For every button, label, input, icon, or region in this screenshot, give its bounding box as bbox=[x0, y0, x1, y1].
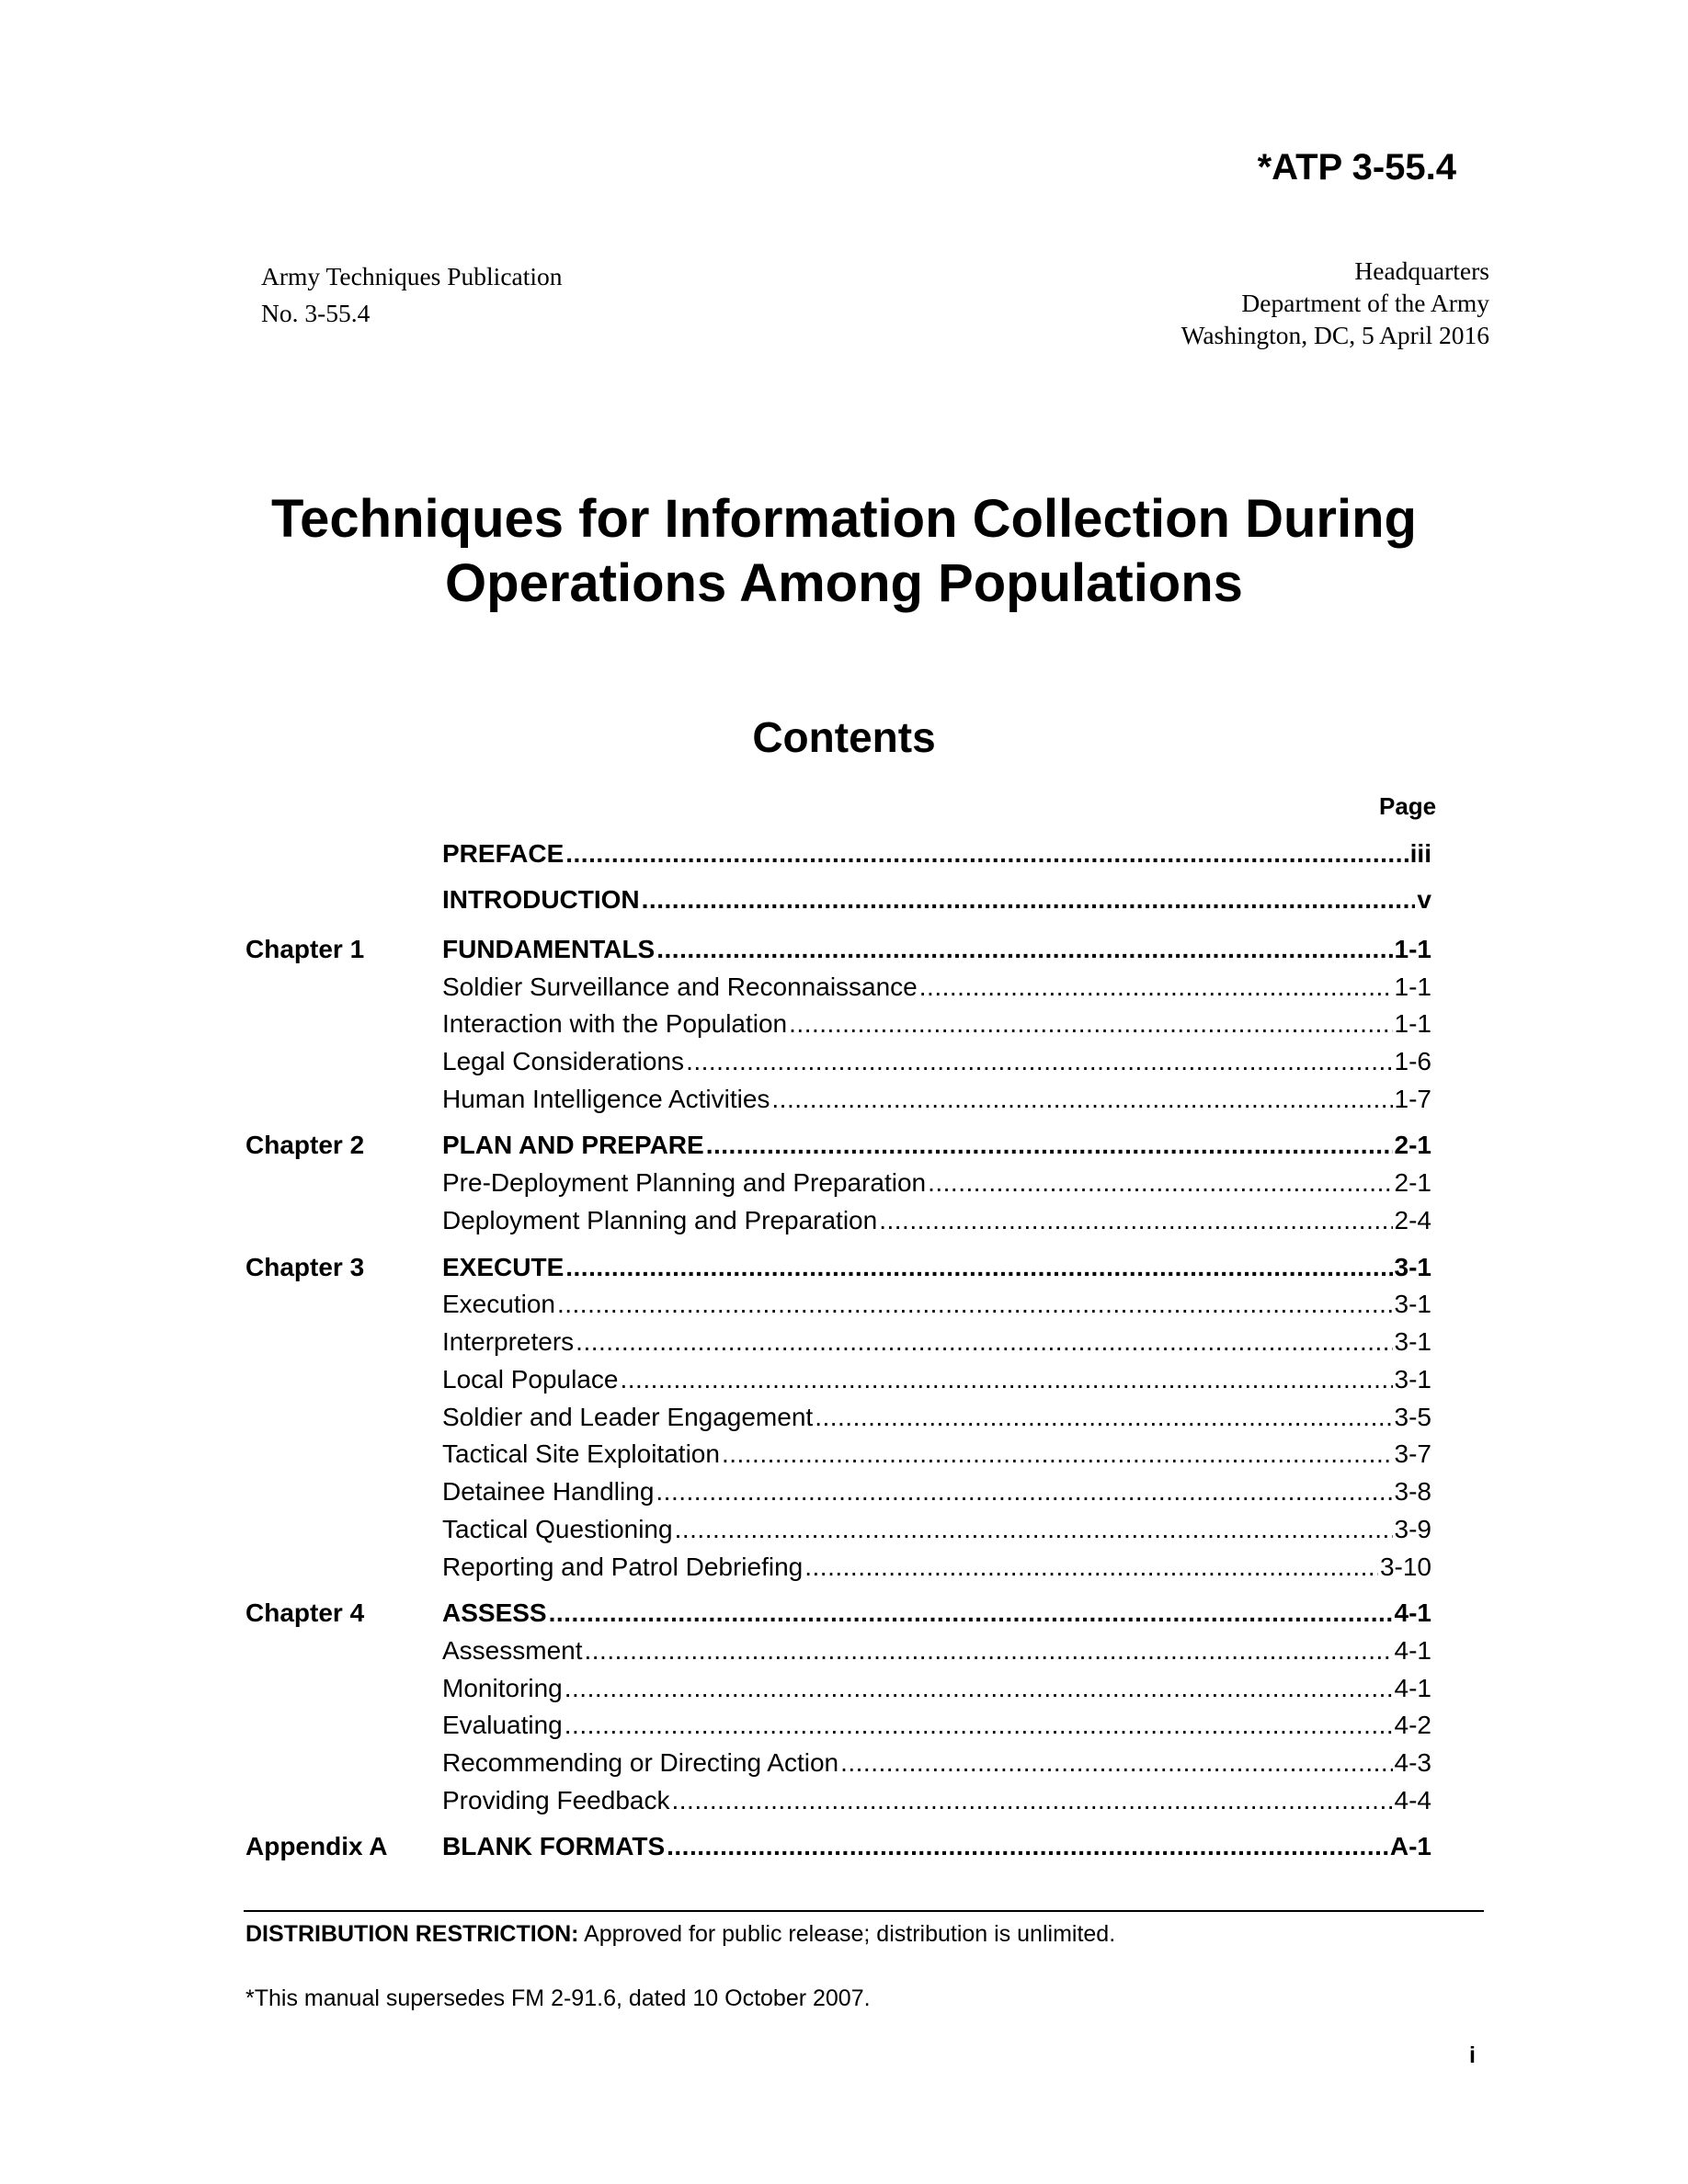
toc-row bbox=[245, 1361, 1431, 1398]
toc-entry-title: PREFACE bbox=[442, 839, 565, 868]
toc-entry-title: Tactical Site Exploitation bbox=[442, 1439, 720, 1468]
toc-page-number: A-1 bbox=[1389, 1832, 1431, 1860]
toc-dot-leader bbox=[667, 1828, 1388, 1865]
toc-page-number: 2-1 bbox=[1394, 1168, 1431, 1197]
toc-entry bbox=[442, 1249, 1431, 1286]
toc-entry bbox=[442, 1043, 1431, 1080]
toc-entry bbox=[442, 1632, 1431, 1669]
page-number: i bbox=[1469, 2042, 1476, 2068]
publication-type: Army Techniques Publication bbox=[261, 262, 563, 290]
toc-entry-title: PLAN AND PREPARE bbox=[442, 1131, 704, 1159]
toc-row bbox=[245, 1707, 1431, 1744]
toc-row bbox=[245, 1828, 1431, 1865]
toc-entry bbox=[442, 1595, 1431, 1632]
toc-page-number: 1-6 bbox=[1394, 1047, 1431, 1075]
toc-row bbox=[245, 836, 1431, 872]
headquarters-label: Headquarters bbox=[1354, 256, 1489, 285]
toc-row bbox=[245, 1473, 1431, 1510]
toc-page-number: 1-7 bbox=[1394, 1085, 1431, 1113]
toc-page-number: 2-4 bbox=[1394, 1206, 1431, 1234]
toc-entry bbox=[442, 1006, 1431, 1042]
toc-entry bbox=[442, 1202, 1431, 1239]
toc-row bbox=[245, 1006, 1431, 1042]
toc-entry-title: Detainee Handling bbox=[442, 1477, 655, 1506]
toc-dot-leader bbox=[928, 1165, 1392, 1201]
document-id: *ATP 3-55.4 bbox=[1257, 147, 1456, 188]
toc-row bbox=[245, 882, 1431, 918]
toc-dot-leader bbox=[642, 882, 1416, 918]
title-line-1: Techniques for Information Collection During bbox=[271, 489, 1417, 549]
toc-page-number: 3-1 bbox=[1394, 1365, 1431, 1393]
distribution-text: Approved for public release; distribution is unlimited. bbox=[578, 1921, 1116, 1947]
toc-entry bbox=[442, 1549, 1431, 1586]
toc-page-number: 3-9 bbox=[1394, 1515, 1431, 1543]
toc-entry bbox=[442, 1324, 1431, 1360]
toc-row bbox=[245, 1511, 1431, 1548]
toc-entry-title: Local Populace bbox=[442, 1365, 619, 1393]
publication-info bbox=[261, 258, 563, 332]
toc-entry-title: Providing Feedback bbox=[442, 1786, 670, 1814]
toc-page-number: 3-1 bbox=[1394, 1253, 1431, 1281]
toc-entry bbox=[442, 1745, 1431, 1781]
toc-entry bbox=[442, 836, 1431, 872]
distribution-label: DISTRIBUTION RESTRICTION: bbox=[245, 1921, 579, 1947]
toc-dot-leader bbox=[576, 1324, 1392, 1360]
toc-entry-title: Tactical Questioning bbox=[442, 1515, 673, 1543]
toc-row bbox=[245, 1595, 1431, 1632]
toc-dot-leader bbox=[804, 1549, 1378, 1586]
toc-dot-leader bbox=[565, 1670, 1393, 1707]
toc-entry-title: Interaction with the Population bbox=[442, 1009, 788, 1038]
toc-entry-title: Interpreters bbox=[442, 1327, 575, 1356]
toc-entry-title: Assessment bbox=[442, 1636, 583, 1665]
toc-entry-title: Execution bbox=[442, 1290, 555, 1318]
toc-entry-title: FUNDAMENTALS bbox=[442, 935, 656, 963]
contents-heading: Contents bbox=[752, 713, 936, 761]
toc-row bbox=[245, 1043, 1431, 1080]
toc-entry bbox=[442, 1286, 1431, 1323]
toc-entry bbox=[442, 1399, 1431, 1436]
toc-dot-leader bbox=[620, 1361, 1392, 1398]
toc-page-number: 3-1 bbox=[1394, 1327, 1431, 1356]
toc-entry-title: Recommending or Directing Action bbox=[442, 1748, 839, 1777]
toc-row bbox=[245, 1782, 1431, 1819]
toc-row bbox=[245, 1249, 1431, 1286]
toc-chapter-label: Chapter 4 bbox=[245, 1598, 365, 1627]
toc-dot-leader bbox=[656, 931, 1392, 968]
toc-entry-title: Soldier Surveillance and Reconnaissance bbox=[442, 973, 918, 1001]
toc-chapter-label: Chapter 3 bbox=[245, 1253, 365, 1281]
toc-dot-leader bbox=[815, 1399, 1392, 1436]
toc-row bbox=[245, 1549, 1431, 1586]
toc-entry bbox=[442, 1165, 1431, 1201]
toc-entry bbox=[442, 1081, 1431, 1118]
toc-entry bbox=[442, 1782, 1431, 1819]
toc-entry bbox=[442, 1127, 1431, 1164]
toc-entry bbox=[442, 1511, 1431, 1548]
page-column-label: Page bbox=[1379, 792, 1437, 820]
toc-entry-title: ASSESS bbox=[442, 1598, 547, 1627]
toc-entry-title: Evaluating bbox=[442, 1711, 563, 1739]
toc-entry bbox=[442, 1707, 1431, 1744]
toc-page-number: 3-8 bbox=[1394, 1477, 1431, 1506]
toc-dot-leader bbox=[549, 1595, 1393, 1632]
toc-dot-leader bbox=[879, 1202, 1392, 1239]
footer-divider bbox=[244, 1910, 1484, 1912]
toc-row bbox=[245, 1127, 1431, 1164]
toc-dot-leader bbox=[789, 1006, 1392, 1042]
toc-entry-title: Pre-Deployment Planning and Preparation bbox=[442, 1168, 927, 1197]
supersedes-note: *This manual supersedes FM 2-91.6, dated 10 October 2007. bbox=[245, 1985, 871, 2011]
toc-entry bbox=[442, 969, 1431, 1006]
toc-entry bbox=[442, 1361, 1431, 1398]
toc-dot-leader bbox=[840, 1745, 1392, 1781]
toc-dot-leader bbox=[722, 1436, 1393, 1473]
distribution-restriction bbox=[245, 1917, 1115, 1951]
toc-page-number: 3-7 bbox=[1394, 1439, 1431, 1468]
toc-dot-leader bbox=[686, 1043, 1392, 1080]
headquarters-info bbox=[1181, 255, 1489, 351]
toc-row bbox=[245, 1286, 1431, 1323]
toc-entry bbox=[442, 882, 1431, 918]
toc-page-number: v bbox=[1417, 885, 1431, 914]
toc-chapter-label: Chapter 2 bbox=[245, 1131, 365, 1159]
toc-row bbox=[245, 1436, 1431, 1473]
location-date: Washington, DC, 5 April 2016 bbox=[1180, 321, 1489, 349]
toc-entry-title: Human Intelligence Activities bbox=[442, 1085, 770, 1113]
toc-page-number: 3-10 bbox=[1379, 1553, 1431, 1581]
toc-row bbox=[245, 1165, 1431, 1201]
toc-entry-title: Deployment Planning and Preparation bbox=[442, 1206, 878, 1234]
toc-page-number: 3-5 bbox=[1394, 1403, 1431, 1431]
toc-chapter-label: Appendix A bbox=[245, 1832, 388, 1860]
toc-row bbox=[245, 931, 1431, 968]
toc-page-number: 4-1 bbox=[1394, 1674, 1431, 1702]
toc-dot-leader bbox=[656, 1473, 1392, 1510]
toc-entry-title: Legal Considerations bbox=[442, 1047, 685, 1075]
toc-dot-leader bbox=[565, 1249, 1392, 1286]
title-line-2: Operations Among Populations bbox=[445, 553, 1243, 613]
toc-chapter-label: Chapter 1 bbox=[245, 935, 365, 963]
toc-row bbox=[245, 1670, 1431, 1707]
toc-page-number: 4-3 bbox=[1394, 1748, 1431, 1777]
toc-entry-title: Soldier and Leader Engagement bbox=[442, 1403, 814, 1431]
toc-row bbox=[245, 1202, 1431, 1239]
toc-row bbox=[245, 1632, 1431, 1669]
document-title bbox=[0, 487, 1688, 616]
toc-page-number: 4-1 bbox=[1394, 1598, 1431, 1627]
toc-entry bbox=[442, 1670, 1431, 1707]
toc-dot-leader bbox=[565, 1707, 1393, 1744]
toc-dot-leader bbox=[557, 1286, 1393, 1323]
toc-entry bbox=[442, 1436, 1431, 1473]
toc-row bbox=[245, 1745, 1431, 1781]
toc-page-number: 4-2 bbox=[1394, 1711, 1431, 1739]
toc-page-number: 1-1 bbox=[1394, 973, 1431, 1001]
toc-dot-leader bbox=[671, 1782, 1392, 1819]
toc-page-number: 4-1 bbox=[1394, 1636, 1431, 1665]
toc-row bbox=[245, 969, 1431, 1006]
toc-entry-title: Reporting and Patrol Debriefing bbox=[442, 1553, 804, 1581]
toc-dot-leader bbox=[706, 1127, 1393, 1164]
toc-dot-leader bbox=[585, 1632, 1393, 1669]
department-label: Department of the Army bbox=[1241, 289, 1489, 317]
toc-entry-title: EXECUTE bbox=[442, 1253, 565, 1281]
toc-dot-leader bbox=[919, 969, 1393, 1006]
toc-page-number: 1-1 bbox=[1394, 935, 1431, 963]
toc-entry bbox=[442, 931, 1431, 968]
toc-page-number: 2-1 bbox=[1394, 1131, 1431, 1159]
toc-entry-title: Monitoring bbox=[442, 1674, 563, 1702]
toc-row bbox=[245, 1081, 1431, 1118]
toc-dot-leader bbox=[565, 836, 1408, 872]
toc-page-number: iii bbox=[1409, 839, 1431, 868]
toc-entry-title: INTRODUCTION bbox=[442, 885, 640, 914]
toc-row bbox=[245, 1324, 1431, 1360]
toc-dot-leader bbox=[771, 1081, 1392, 1118]
toc-entry bbox=[442, 1473, 1431, 1510]
toc-entry-title: BLANK FORMATS bbox=[442, 1832, 666, 1860]
toc-row bbox=[245, 1399, 1431, 1436]
toc-page-number: 4-4 bbox=[1394, 1786, 1431, 1814]
toc-page-number: 3-1 bbox=[1394, 1290, 1431, 1318]
toc-entry bbox=[442, 1828, 1431, 1865]
publication-number: No. 3-55.4 bbox=[261, 299, 371, 327]
toc-page-number: 1-1 bbox=[1394, 1009, 1431, 1038]
toc-dot-leader bbox=[675, 1511, 1393, 1548]
